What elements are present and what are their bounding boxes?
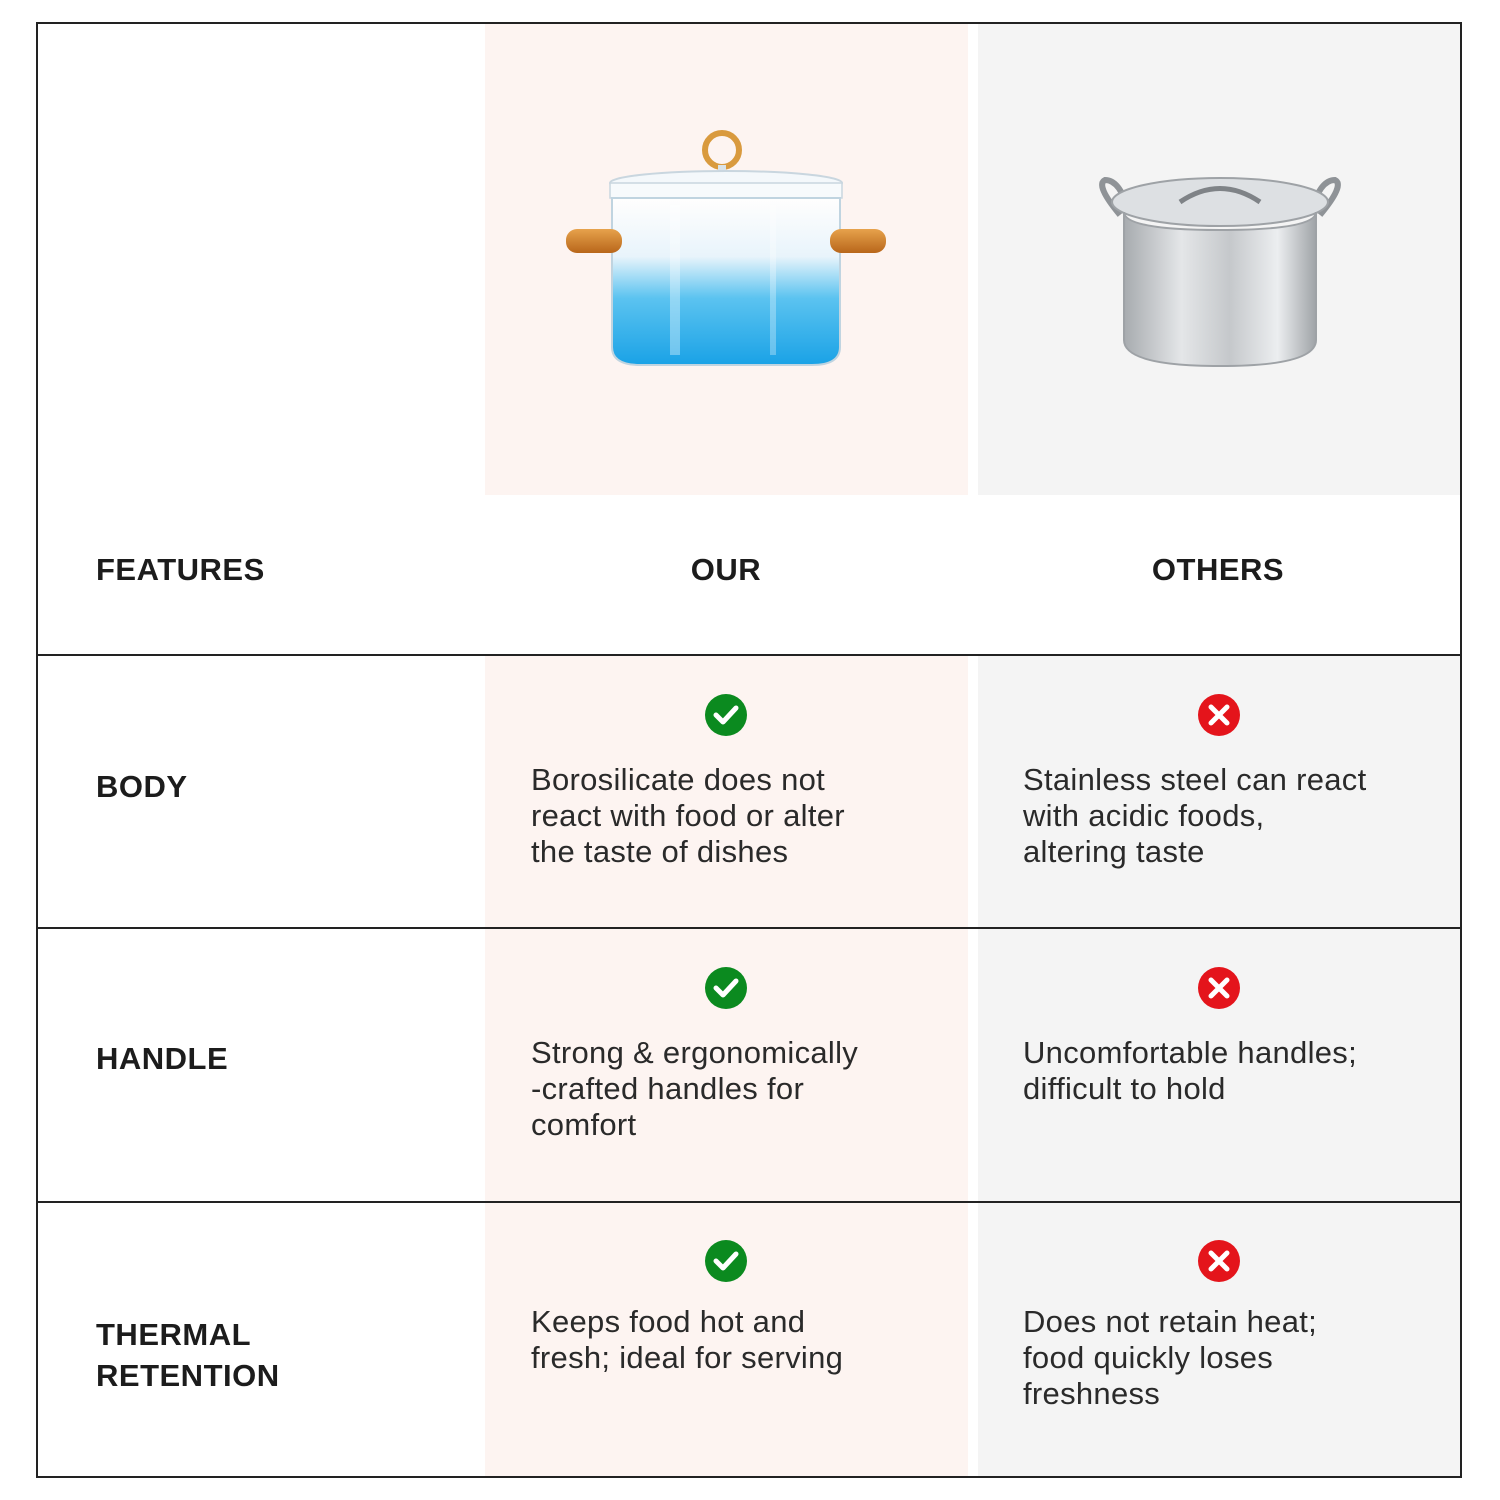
cross-icon — [1197, 966, 1241, 1010]
our-handle-text: Strong & ergonomically -crafted handles for comfort — [531, 1035, 859, 1142]
others-handle-text: Uncomfortable handles; difficult to hold — [1023, 1035, 1358, 1106]
divider-header — [36, 654, 1462, 656]
our-thermal-text: Keeps food hot and fresh; ideal for serving — [531, 1304, 844, 1375]
cross-icon — [1197, 693, 1241, 737]
others-thermal-text: Does not retain heat; food quickly loses freshness — [1023, 1304, 1318, 1411]
others-body-text: Stainless steel can react with acidic foods, altering taste — [1023, 762, 1367, 869]
feature-label-thermal-retention: THERMAL RETENTION — [96, 1317, 280, 1393]
cross-icon — [1197, 1239, 1241, 1283]
our-body-text: Borosilicate does not react with food or alter the taste of dishes — [531, 762, 845, 869]
feature-label-handle: HANDLE — [96, 1041, 229, 1076]
check-icon — [704, 966, 748, 1010]
header-features: FEATURES — [96, 552, 265, 587]
check-icon — [704, 693, 748, 737]
header-our: OUR — [690, 552, 762, 587]
divider-row-1 — [36, 927, 1462, 929]
divider-row-2 — [36, 1201, 1462, 1203]
steel-pot-icon — [1090, 170, 1350, 375]
feature-label-body: BODY — [96, 769, 188, 804]
check-icon — [704, 1239, 748, 1283]
glass-pot-icon — [560, 125, 892, 375]
header-others: OTHERS — [1151, 552, 1285, 587]
